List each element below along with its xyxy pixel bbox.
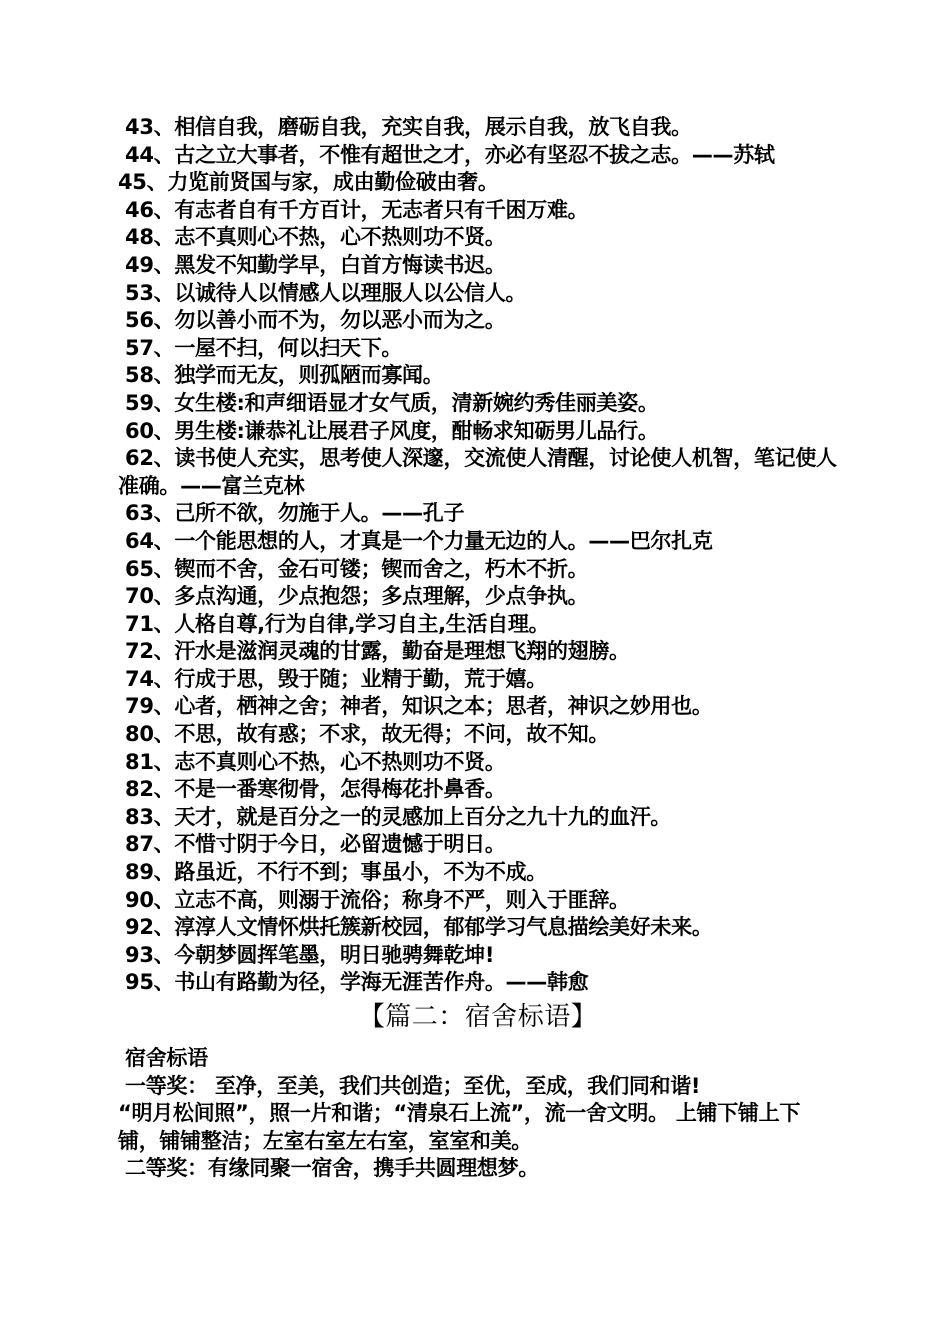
slogan-item: 56、勿以善小而不为，勿以恶小而为之。 bbox=[118, 308, 506, 333]
slogan-item: 53、以诚待人以情感人以理服人以公信人。 bbox=[118, 280, 527, 305]
slogan-item: 59、女生楼:和声细语显才女气质，清新婉约秀佳丽美姿。 bbox=[118, 390, 659, 415]
slogan-item: 90、立志不高，则溺于流俗；称身不严，则入于匪辞。 bbox=[118, 887, 630, 912]
slogan-item: 71、人格自尊,行为自律,学习自主,生活自理。 bbox=[118, 611, 550, 636]
slogan-item: 64、一个能思想的人，才真是一个力量无边的人。——巴尔扎克 bbox=[118, 528, 713, 553]
slogan-item: 89、路虽近，不行不到；事虽小，不为不成。 bbox=[118, 860, 547, 885]
section-line: “明月松间照”，照一片和谐；“清泉石上流”，流一舍文明。 上铺下铺上下铺，铺铺整洁；左室右室左右室，室室和美。 bbox=[118, 1101, 801, 1153]
slogan-item: 65、锲而不舍，金石可镂；锲而舍之，朽木不折。 bbox=[118, 556, 589, 581]
slogan-item: 83、天才，就是百分之一的灵感加上百分之九十九的血汗。 bbox=[118, 804, 672, 829]
slogan-item: 74、行成于思，毁于随；业精于勤，荒于嬉。 bbox=[118, 666, 547, 691]
slogan-item: 62、读书使人充实，思考使人深邃，交流使人清醒，讨论使人机智，笔记使人准确。——富兰克林 bbox=[118, 446, 837, 498]
slogan-list bbox=[118, 114, 838, 997]
slogan-item: 60、男生楼:谦恭礼让展君子风度，酣畅求知砺男儿品行。 bbox=[118, 418, 659, 443]
slogan-item: 49、黑发不知勤学早，白首方悔读书迟。 bbox=[118, 252, 506, 277]
slogan-item: 43、相信自我，磨砺自我，充实自我，展示自我，放飞自我。 bbox=[118, 115, 692, 139]
slogan-item: 70、多点沟通，少点抱怨；多点理解，少点争执。 bbox=[118, 584, 589, 609]
slogan-item: 72、汗水是滋润灵魂的甘露，勤奋是理想飞翔的翅膀。 bbox=[118, 639, 630, 664]
section-title: 宿舍标语 bbox=[118, 1046, 208, 1070]
slogan-item: 45、力览前贤国与家，成由勤俭破由奢。 bbox=[118, 170, 499, 195]
slogan-item: 95、书山有路勤为径，学海无涯苦作舟。——韩愈 bbox=[118, 970, 589, 995]
slogan-item: 81、志不真则心不热，心不热则功不贤。 bbox=[118, 749, 506, 774]
slogan-item: 48、志不真则心不热，心不热则功不贤。 bbox=[118, 225, 506, 250]
section-line: 二等奖：有缘同聚一宿舍，携手共圆理想梦。 bbox=[118, 1156, 540, 1181]
slogan-item: 58、独学而无友，则孤陋而寡闻。 bbox=[118, 363, 444, 388]
section-line: 一等奖： 至净，至美，我们共创造；至优，至成，我们同和谐! bbox=[118, 1073, 701, 1098]
dorm-slogan-section bbox=[118, 1045, 838, 1183]
slogan-item: 44、古之立大事者，不惟有超世之才，亦必有坚忍不拔之志。——苏轼 bbox=[118, 142, 775, 167]
document-page bbox=[118, 114, 838, 1183]
slogan-item: 92、淳淳人文情怀烘托簇新校园，郁郁学习气息描绘美好未来。 bbox=[118, 915, 713, 940]
slogan-item: 87、不惜寸阴于今日，必留遗憾于明日。 bbox=[118, 832, 506, 857]
slogan-item: 46、有志者自有千方百计，无志者只有千困万难。 bbox=[118, 197, 589, 222]
slogan-item: 80、不思，故有惑；不求，故无得；不问，故不知。 bbox=[118, 722, 610, 747]
slogan-item: 93、今朝梦圆挥笔墨，明日驰骋舞乾坤! bbox=[118, 942, 495, 967]
slogan-item: 82、不是一番寒彻骨，怎得梅花扑鼻香。 bbox=[118, 777, 506, 802]
slogan-item: 57、一屋不扫，何以扫天下。 bbox=[118, 335, 403, 360]
slogan-item: 79、心者，栖神之舍；神者，知识之本；思者，神识之妙用也。 bbox=[118, 694, 713, 719]
slogan-item: 63、己所不欲，勿施于人。——孔子 bbox=[118, 501, 465, 526]
section-heading: 【篇二：宿舍标语】 bbox=[358, 1002, 598, 1032]
